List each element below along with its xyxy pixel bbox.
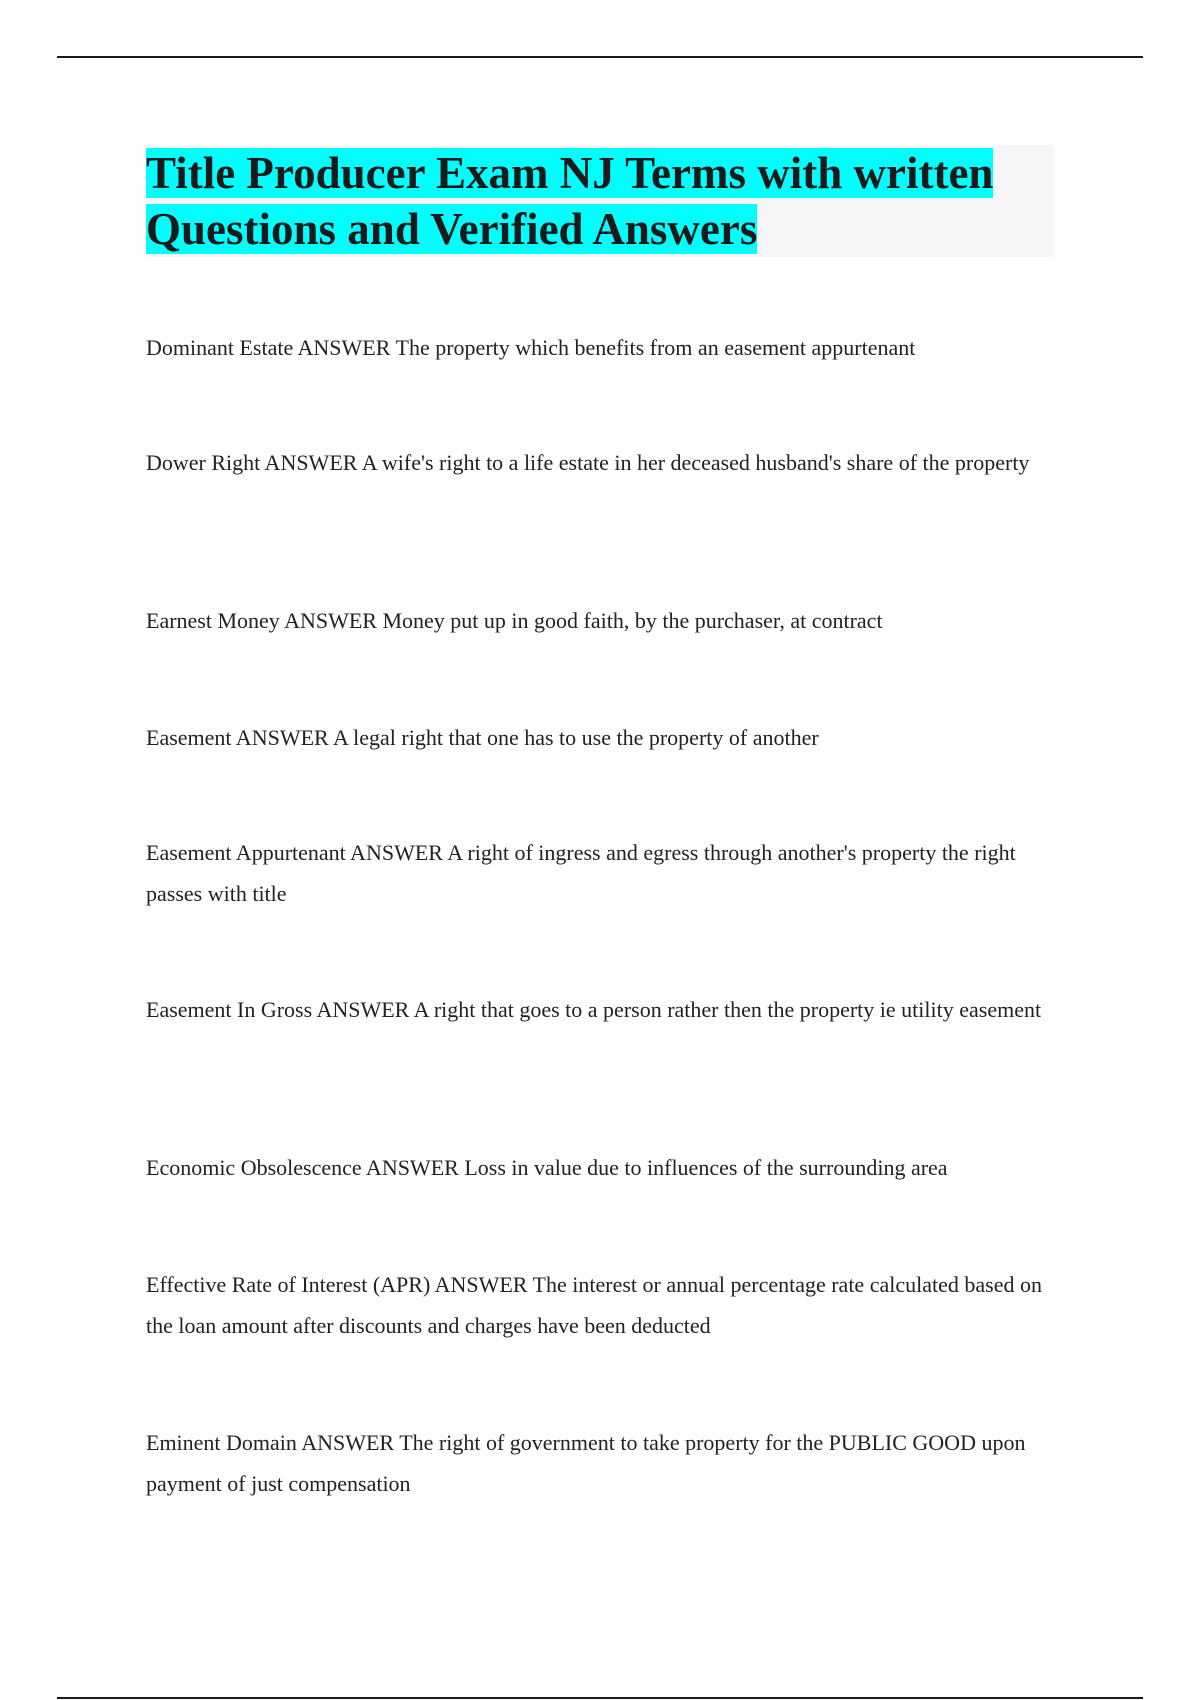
document-title bbox=[146, 145, 1054, 257]
entry-easement-appurtenant: Easement Appurtenant ANSWER A right of ingress and egress through another's property the right passes with title bbox=[146, 840, 1016, 906]
entry-earnest-money: Earnest Money ANSWER Money put up in good faith, by the purchaser, at contract bbox=[146, 608, 883, 633]
document-title-text: Title Producer Exam NJ Terms with written Questions and Verified Answers bbox=[146, 148, 994, 254]
entry-dower-right: Dower Right ANSWER A wife's right to a life estate in her deceased husband's share of the property bbox=[146, 450, 1030, 475]
top-rule bbox=[57, 56, 1143, 58]
title-block bbox=[146, 145, 1054, 257]
entry-easement: Easement ANSWER A legal right that one has to use the property of another bbox=[146, 725, 819, 750]
entry-economic-obsolescence: Economic Obsolescence ANSWER Loss in value due to influences of the surrounding area bbox=[146, 1155, 948, 1180]
entry-effective-rate-of-interest: Effective Rate of Interest (APR) ANSWER The interest or annual percentage rate calculated based on the loan amount after discounts and charges have been deducted bbox=[146, 1272, 1042, 1338]
entry-easement-in-gross: Easement In Gross ANSWER A right that goes to a person rather then the property ie utility easement bbox=[146, 997, 1042, 1022]
entry-dominant-estate: Dominant Estate ANSWER The property which benefits from an easement appurtenant bbox=[146, 335, 916, 360]
entry-eminent-domain: Eminent Domain ANSWER The right of government to take property for the PUBLIC GOOD upon payment of just compensation bbox=[146, 1430, 1026, 1496]
bottom-rule bbox=[57, 1697, 1143, 1699]
